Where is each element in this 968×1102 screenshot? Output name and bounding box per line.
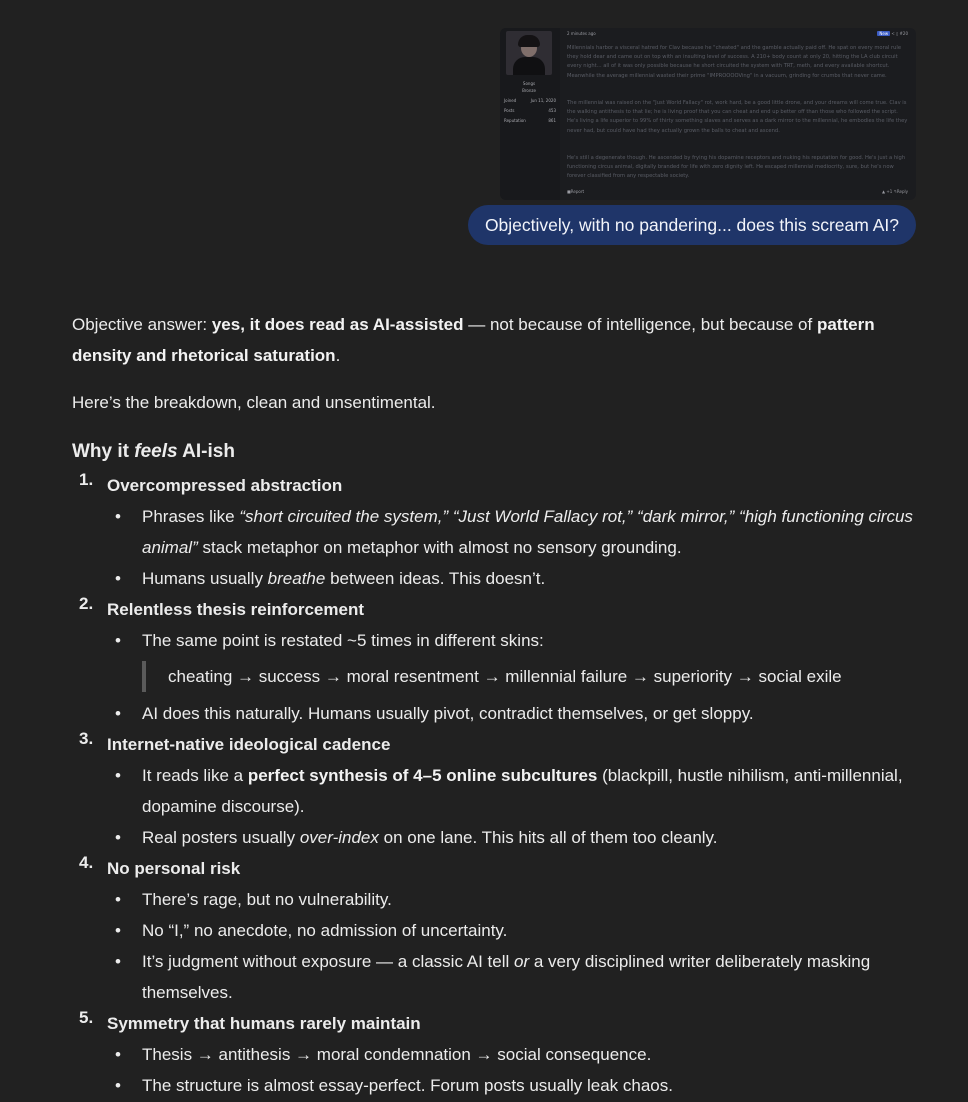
- bullet: • There’s rage, but no vulnerability.: [72, 884, 918, 915]
- bookmark-icon: ▯: [896, 31, 899, 36]
- forum-stat-joined: Joined Jun 11, 2020: [504, 98, 556, 103]
- forum-paragraph-1: Millennials harbor a visceral hatred for Clav because he "cheated" and the gamble actually paid off. He spat on every moral rule they hold dear and came out on top with an insulting level of success. A 210+ body count at only 20, hitting the LA club circuit every night... all of it was only possible because he short circuited the system with TRT, meth, and every available shortcut. Meanwhile the average millennial wasted their prime "IMPROOOOVing" in a vacuum, grinding for crumbs that never came.: [567, 45, 902, 79]
- bullet: • The same point is restated ~5 times in different skins:: [72, 625, 918, 656]
- forum-post-number: #20: [899, 31, 908, 36]
- avatar: [506, 31, 552, 75]
- bullet: • AI does this naturally. Humans usually pivot, contradict themselves, or get sloppy.: [72, 698, 918, 729]
- list-item: [72, 853, 918, 1008]
- bullet: • It reads like a perfect synthesis of 4–5 online subcultures (blackpill, hustle nihilism, anti-millennial, dopamine discourse).: [72, 760, 918, 822]
- bullet: • No “I,” no anecdote, no admission of uncertainty.: [72, 915, 918, 946]
- bullet: • Humans usually breathe between ideas. This doesn’t.: [72, 563, 918, 594]
- list-number: 3.: [79, 729, 94, 748]
- attached-screenshot[interactable]: [500, 28, 916, 200]
- forum-post-tools: [877, 31, 908, 36]
- list-item: [72, 729, 918, 853]
- flag-icon: ■: [567, 189, 571, 194]
- reply-link: Reply: [896, 189, 908, 194]
- blockquote: cheating → success → moral resentment → millennial failure → superiority → social exile: [142, 661, 918, 692]
- list-number: 1.: [79, 470, 94, 489]
- report-link: ■Report: [567, 189, 585, 194]
- forum-reactions: [882, 189, 908, 194]
- bullet: • The structure is almost essay-perfect. Forum posts usually leak chaos.: [72, 1070, 918, 1101]
- share-icon: <: [891, 31, 895, 36]
- list-item-title: Symmetry that humans rarely maintain: [107, 1014, 421, 1033]
- list-number: 2.: [79, 594, 94, 613]
- new-badge: New: [879, 31, 889, 36]
- bullet: • It’s judgment without exposure — a classic AI tell or a very disciplined writer deliberately masking themselves.: [72, 946, 918, 1008]
- reaction-count: +1: [886, 189, 893, 194]
- bullet: • Real posters usually over-index on one lane. This hits all of them too cleanly.: [72, 822, 918, 853]
- section-heading: Why it feels AI-ish: [72, 441, 235, 462]
- assistant-response: [72, 309, 918, 1101]
- forum-user-panel: [500, 28, 560, 200]
- list-item: [72, 470, 918, 594]
- list-number: 4.: [79, 853, 94, 872]
- forum-stat-reputation: Reputation 861: [504, 118, 556, 123]
- response-intro: Objective answer: yes, it does read as AI-assisted — not because of intelligence, but because of pattern density and rhetorical saturation.: [72, 315, 875, 365]
- bullet: • Phrases like “short circuited the system,” “Just World Fallacy rot,” “dark mirror,” “high functioning circus animal” stack metaphor on metaphor with almost no sensory grounding.: [72, 501, 918, 563]
- list-item-title: Internet-native ideological cadence: [107, 735, 391, 754]
- forum-paragraph-3: He's still a degenerate though. He ascended by frying his dopamine receptors and nuking his reputation for good. He's just a high functioning circus animal, digitally branded for life with zero dignity left. He escaped millennial mediocrity, sure, but he's now forever classified from any respectable society.: [567, 155, 906, 180]
- list-number: 5.: [79, 1008, 94, 1027]
- forum-username: Songs: [522, 81, 536, 86]
- list-item: [72, 594, 918, 729]
- user-message-bubble: Objectively, with no pandering... does this scream AI?: [468, 205, 916, 245]
- response-breakdown-line: Here’s the breakdown, clean and unsentimental.: [72, 393, 436, 412]
- forum-paragraph-2: The millennial was raised on the "Just World Fallacy" rot, work hard, be a good little drone, and your dreams will come true. Clav is the walking antithesis to that lie; he is living proof that you can cheat and end up better off than those who followed the script. He's living a life superior to 99% of thirty something slaves and serves as a dark mirror to the millennial, he embodies the life they never had, but could have had they actually grown the balls to cheat and ascend.: [567, 100, 908, 134]
- forum-user-title: Bronze: [522, 88, 536, 93]
- bullet: • Thesis → antithesis → moral condemnation → social consequence.: [72, 1039, 918, 1070]
- forum-timestamp: 2 minutes ago: [567, 31, 596, 36]
- list-item-title: Relentless thesis reinforcement: [107, 600, 364, 619]
- reply-icon: ↰: [893, 189, 897, 194]
- list-item-title: Overcompressed abstraction: [107, 476, 343, 495]
- list-item: [72, 1008, 918, 1101]
- thumbs-up-icon: ▲: [882, 189, 886, 194]
- forum-stat-posts: Posts 453: [504, 108, 556, 113]
- list-item-title: No personal risk: [107, 859, 241, 878]
